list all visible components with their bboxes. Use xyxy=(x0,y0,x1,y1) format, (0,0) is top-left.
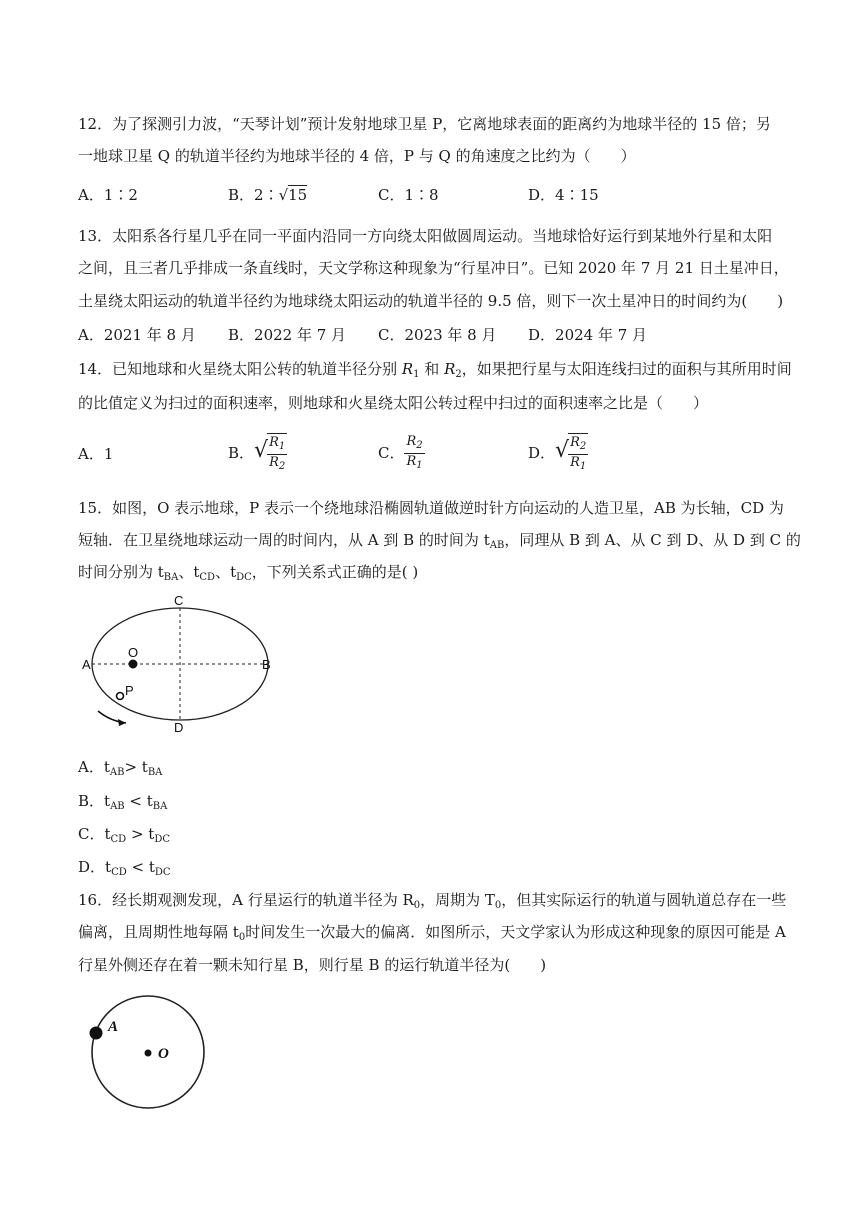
q14-option-a: A．1 xyxy=(78,445,114,463)
q15-option-b: B．$t_{AB} < t_{BA}$ xyxy=(78,792,168,812)
earth-dot-o xyxy=(129,660,138,669)
label-a: A xyxy=(108,1019,119,1035)
q13-option-d: D．2024 年 7 月 xyxy=(528,326,648,344)
q12-option-a: A．1∶2 xyxy=(78,186,138,204)
q12-line-1: 12．为了探测引力波，“天琴计划”预计发射地球卫星 P，它离地球表面的距离约为地球半径的 15 倍；另 xyxy=(78,115,771,133)
circular-orbit-figure xyxy=(84,992,214,1116)
q14-line-2: 的比值定义为扫过的面积速率，则地球和火星绕太阳公转过程中扫过的面积速率之比是（ ） xyxy=(78,394,709,412)
label-a: A xyxy=(82,657,91,672)
q14-option-b: B． √ $\frac{R_1}{R_2}$ xyxy=(228,434,286,472)
q15-line-1: 15．如图，O 表示地球，P 表示一个绕地球沿椭圆轨道做逆时针方向运动的人造卫星，AB 为长轴，CD 为 xyxy=(78,499,784,517)
ellipse-orbit-figure xyxy=(74,595,289,737)
q16-line-3: 行星外侧还存在着一颗未知行星 B，则行星 B 的运行轨道半径为( ) xyxy=(78,956,547,974)
q14-option-d: D． √ $\frac{R_2}{R_1}$ xyxy=(528,434,587,472)
q16-line-1: 16．经长期观测发现，A 行星运行的轨道半径为 $R_0$，周期为 $T_0$，但其实际运行的轨道与圆轨道总存在一些 xyxy=(78,891,787,911)
q14-line-1: 14．已知地球和火星绕太阳公转的轨道半径分别 $R_1$ 和 $R_2$，如果把行星与太阳连线扫过的面积与其所用时间 xyxy=(78,360,792,380)
q15-option-c: C．$t_{CD} > t_{DC}$ xyxy=(78,825,170,845)
label-o: O xyxy=(128,645,139,660)
q13-option-a: A．2021 年 8 月 xyxy=(78,326,196,344)
q14-option-c: C． $\frac{R_2}{R_1}$ xyxy=(378,433,423,471)
label-p: P xyxy=(125,683,134,698)
label-c: C xyxy=(174,595,184,608)
q13-option-c: C．2023 年 8 月 xyxy=(378,326,497,344)
center-o xyxy=(145,1050,152,1057)
q13-option-b: B．2022 年 7 月 xyxy=(228,326,347,344)
q15-option-d: D．$t_{CD} < t_{DC}$ xyxy=(78,858,171,878)
label-o: O xyxy=(158,1046,169,1062)
q13-line-3: 土星绕太阳运动的轨道半径约为地球绕太阳运动的轨道半径的 9.5 倍，则下一次土星冲日的时间约为( ) xyxy=(78,292,784,310)
q13-line-2: 之间，且三者几乎排成一条直线时，天文学称这种现象为“行星冲日”。已知 2020 年 7 月 21 日土星冲日， xyxy=(78,259,789,277)
q12-option-d: D．4∶15 xyxy=(528,186,599,204)
q12-option-c: C．1∶8 xyxy=(378,186,439,204)
q15-line-3: 时间分别为 $t_{BA}$、$t_{CD}$、$t_{DC}$，下列关系式正确的是( ) xyxy=(78,563,419,583)
arrow-head xyxy=(118,719,126,726)
satellite-p xyxy=(117,693,124,700)
planet-a xyxy=(90,1027,103,1040)
label-d: D xyxy=(174,720,184,735)
q12-option-b: B．2∶√15 xyxy=(228,186,308,204)
q16-line-2: 偏离，且周期性地每隔 $t_0$时间发生一次最大的偏离．如图所示，天文学家认为形成这种现象的原因可能是 A xyxy=(78,923,786,943)
label-b: B xyxy=(262,657,271,672)
q15-option-a: A．$t_{AB}> t_{BA}$ xyxy=(78,758,163,778)
q15-line-2: 短轴．在卫星绕地球运动一周的时间内，从 A 到 B 的时间为 $t_{AB}$，同理从 B 到 A、从 C 到 D、从 D 到 C 的 xyxy=(78,531,801,551)
q13-line-1: 13．太阳系各行星几乎在同一平面内沿同一方向绕太阳做圆周运动。当地球恰好运行到某地外行星和太阳 xyxy=(78,227,773,245)
q12-line-2: 一地球卫星 Q 的轨道半径约为地球半径的 4 倍，P 与 Q 的角速度之比约为（ ） xyxy=(78,147,636,165)
